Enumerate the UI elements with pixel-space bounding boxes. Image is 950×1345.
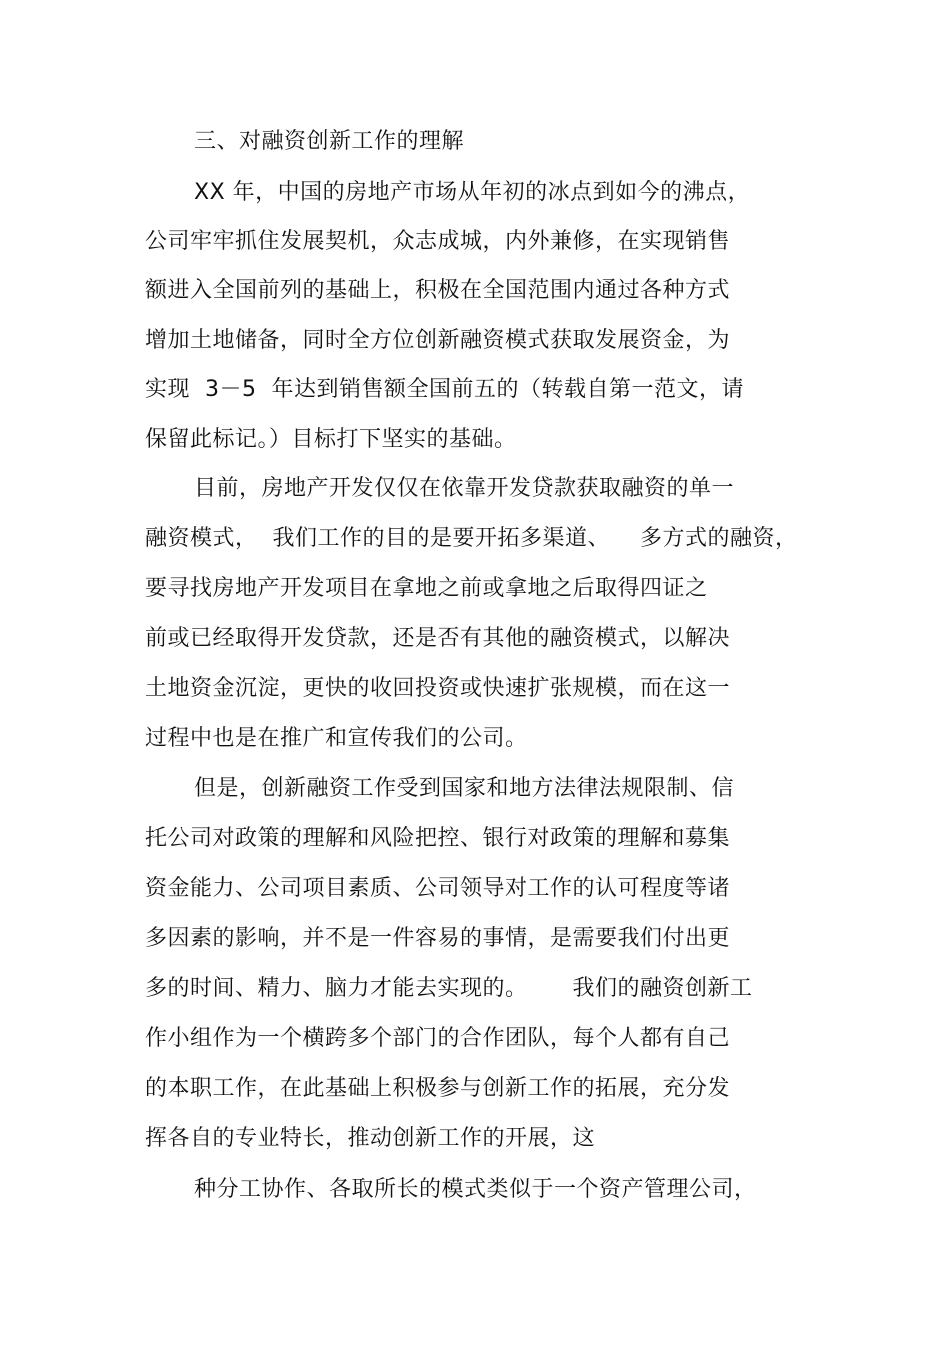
paragraph-line: 作小组作为一个横跨多个部门的合作团队，每个人都有自己	[145, 1026, 731, 1051]
paragraph-line: 资金能力、公司项目素质、公司领导对工作的认可程度等诸	[145, 876, 731, 901]
paragraph-line: 融资模式， 我们工作的目的是要开拓多渠道、 多方式的融资，	[145, 526, 798, 551]
paragraph-line: 托公司对政策的理解和风险把控、银行对政策的理解和募集	[145, 826, 731, 851]
paragraph-line: 种分工协作、各取所长的模式类似于一个资产管理公司，	[194, 1177, 757, 1202]
paragraph-line: 多的时间、精力、脑力才能去实现的。 我们的融资创新工	[145, 976, 753, 1001]
paragraph-line: 保留此标记。）目标打下坚实的基础。	[145, 427, 517, 452]
paragraph-line: 前或已经取得开发贷款，还是否有其他的融资模式，以解决	[145, 626, 731, 651]
paragraph-line: 公司牢牢抓住发展契机，众志成城，内外兼修，在实现销售	[145, 229, 731, 254]
paragraph-line: 多因素的影响，并不是一件容易的事情，是需要我们付出更	[145, 926, 731, 951]
paragraph-line: 过程中也是在推广和宣传我们的公司。	[145, 726, 528, 751]
paragraph-line: XX 年，中国的房地产市场从年初的冰点到如今的沸点，	[194, 180, 751, 205]
paragraph-line: 的本职工作，在此基础上积极参与创新工作的拓展，充分发	[145, 1076, 731, 1101]
paragraph-line: 土地资金沉淀，更快的收回投资或快速扩张规模，而在这一	[145, 676, 731, 701]
paragraph-line: 挥各自的专业特长，推动创新工作的开展，这	[145, 1126, 596, 1151]
section-heading: 三、对融资创新工作的理解	[194, 129, 465, 154]
paragraph-line: 实现 3－5 年达到销售额全国前五的（转载自第一范文，请	[145, 377, 744, 402]
paragraph-line: 增加土地储备，同时全方位创新融资模式获取发展资金，为	[145, 328, 731, 353]
paragraph-line: 额进入全国前列的基础上，积极在全国范围内通过各种方式	[145, 278, 731, 303]
paragraph-line: 要寻找房地产开发项目在拿地之前或拿地之后取得四证之	[145, 576, 708, 601]
paragraph-line: 但是，创新融资工作受到国家和地方法律法规限制、信	[194, 776, 735, 801]
paragraph-line: 目前，房地产开发仅仅在依靠开发贷款获取融资的单一	[194, 476, 735, 501]
